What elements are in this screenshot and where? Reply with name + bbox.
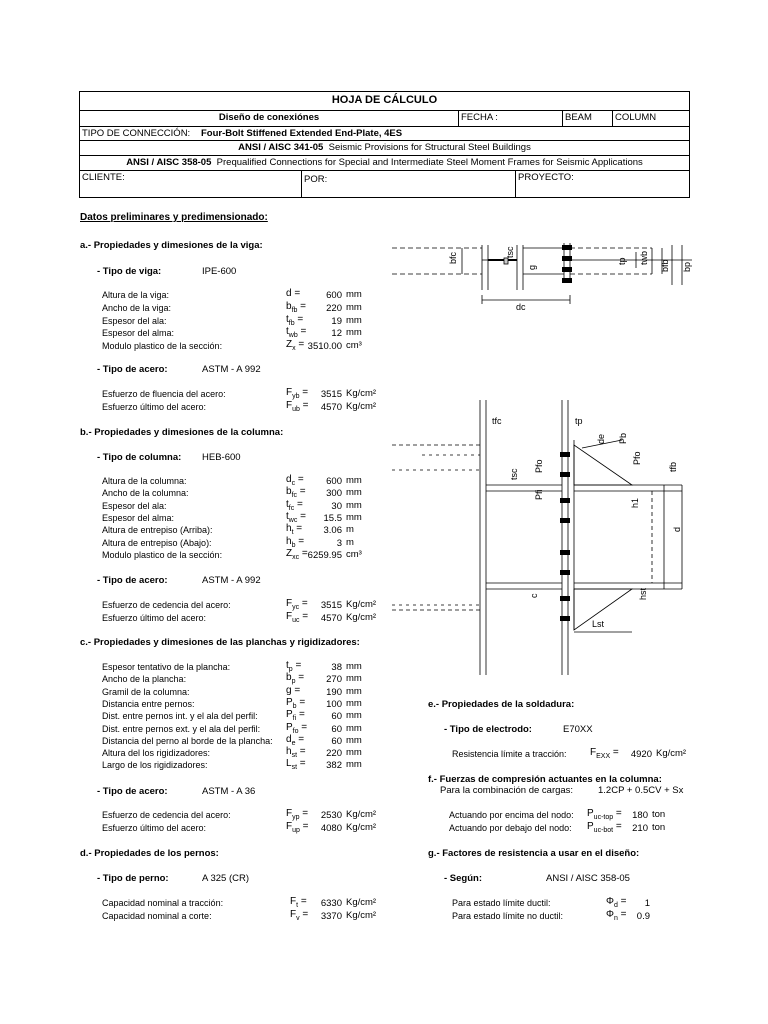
row-label: Distancia del perno al borde de la plancha:: [102, 735, 273, 746]
symbol: $\Phi_d$: [606, 896, 618, 909]
row-unit: mm: [346, 511, 362, 523]
row-symbol: $P_{fi}$ =: [286, 709, 305, 723]
row-unit: mm: [346, 759, 362, 771]
row-label: Espesor del ala:: [102, 315, 167, 326]
symbol: $b_{fb}$: [286, 300, 298, 314]
row-value: 30: [331, 500, 342, 512]
row-value: 4920: [630, 749, 652, 760]
row-label: Largo de los rigidizadores:: [102, 760, 208, 771]
row-unit: ton: [652, 821, 666, 833]
label-tp2: tp: [575, 416, 583, 426]
symbol: $Z_{xc}$: [286, 547, 300, 561]
row-value: 60: [331, 711, 342, 723]
row-value: 3515: [320, 389, 342, 400]
row-symbol: $b_p$ =: [286, 672, 305, 686]
row-unit: Kg/cm²: [656, 748, 687, 759]
symbol: $F_v$: [290, 908, 300, 922]
symbol: $F_{yc}$: [286, 598, 300, 611]
type-value: HEB-600: [202, 452, 241, 463]
row-value: 4570: [320, 401, 342, 413]
row-symbol: $d_c$ =: [286, 474, 304, 487]
symbol: $F_{yp}$: [286, 808, 300, 821]
row-value: 600: [326, 476, 342, 487]
label-tsc2: tsc: [509, 468, 519, 480]
type-value: A 325 (CR): [202, 873, 249, 884]
row-value: 60: [331, 735, 342, 747]
row-label: Esfuerzo de fluencia del acero:: [102, 389, 226, 399]
row-label: Espesor del alma:: [102, 512, 175, 523]
row-unit: Kg/cm²: [346, 611, 377, 623]
row-symbol: $F_{yp}$ =: [286, 808, 309, 821]
row-symbol: $h_t$ =: [286, 523, 303, 537]
symbol: $P_{uc-bot}$: [587, 820, 614, 834]
row-symbol: $Z_x$ =: [286, 339, 305, 353]
row-unit: mm: [346, 661, 362, 672]
row-value: 300: [326, 488, 342, 500]
row-symbol: $F_{yb}$ =: [286, 387, 309, 400]
symbol: $\Phi_n$: [606, 908, 618, 922]
row-unit: cm³: [346, 340, 362, 352]
row-value: 3510.00: [307, 341, 342, 353]
row-unit: Kg/cm²: [346, 388, 377, 399]
label-hst: hst: [638, 587, 648, 600]
row-value: 220: [326, 302, 342, 314]
type-label: - Según:: [444, 873, 482, 884]
label-pfi: Pfi: [534, 489, 544, 500]
row-label: Espesor tentativo de la plancha:: [102, 662, 231, 672]
row-symbol: d =: [286, 288, 301, 299]
row-value: 3370: [320, 910, 342, 922]
label-tfc: tfc: [492, 416, 502, 426]
row-symbol: $t_{fc}$ =: [286, 498, 303, 512]
row-value: 15.5: [323, 512, 342, 524]
row-value: 382: [326, 760, 342, 772]
row-unit: mm: [346, 673, 362, 685]
row-unit: mm: [346, 697, 362, 709]
row-value: 6330: [320, 898, 342, 909]
row-symbol: $F_{ub}$ =: [286, 399, 309, 413]
row-label: Modulo plastico de la sección:: [102, 549, 223, 560]
symbol: $h_t$: [286, 523, 294, 537]
row-label: Dist. entre pernos int. y el ala del perfil:: [102, 711, 258, 722]
symbol: $h_b$: [286, 535, 296, 549]
row-value: 1: [644, 898, 650, 909]
row-label: Altura de entrepiso (Arriba):: [102, 525, 213, 536]
section-heading: d.- Propiedades de los pernos:: [80, 848, 219, 859]
row-symbol: $t_{wc}$ =: [286, 510, 306, 524]
row-label: Altura de la viga:: [102, 290, 170, 300]
row-unit: mm: [346, 487, 362, 499]
row-label: Gramil de la columna:: [102, 686, 190, 697]
row-value: 60: [331, 723, 342, 735]
row-symbol: $F_{EXX}$ =: [590, 747, 619, 760]
row-symbol: $b_{fc}$ =: [286, 486, 306, 500]
type-label: - Tipo de columna:: [97, 452, 182, 463]
section-heading: f.- Fuerzas de compresión actuantes en la columna:: [428, 774, 662, 785]
row-label: Modulo plastico de la sección:: [102, 341, 223, 352]
type-label: - Tipo de perno:: [97, 873, 169, 884]
type-label: - Tipo de acero:: [97, 575, 168, 586]
symbol: $b_{fc}$: [286, 486, 298, 500]
fecha-label: FECHA :: [461, 112, 498, 123]
row-value: 19: [331, 315, 342, 327]
symbol: $P_b$: [286, 696, 297, 710]
row-unit: m: [346, 536, 354, 548]
row-value: 4080: [320, 822, 342, 834]
combo-label: Para la combinación de cargas:: [440, 785, 574, 796]
row-unit: ton: [652, 809, 666, 820]
row-value: 3.06: [323, 525, 342, 537]
type-label: - Tipo de electrodo:: [444, 724, 532, 735]
row-value: 270: [326, 674, 342, 686]
combo-value: 1.2CP + 0.5CV + Sx: [598, 785, 684, 796]
row-symbol: $b_{fb}$ =: [286, 300, 307, 314]
beam-column-detail-side: [392, 400, 692, 675]
symbol: d: [286, 288, 292, 299]
row-symbol: $F_{uc}$ =: [286, 610, 309, 624]
row-unit: mm: [346, 722, 362, 734]
row-label: Altura de entrepiso (Abajo):: [102, 537, 212, 548]
row-unit: m: [346, 524, 354, 536]
symbol: $F_{yb}$: [286, 387, 300, 400]
row-label: Esfuerzo de cedencia del acero:: [102, 600, 231, 610]
label-h1: Pfo: [632, 451, 642, 465]
symbol: $h_{st}$: [286, 746, 298, 760]
row-value: 0.9: [636, 910, 650, 922]
label-lst: Lst: [592, 619, 605, 629]
row-label: Capacidad nominal a tracción:: [102, 898, 224, 908]
row-symbol: $F_{up}$ =: [286, 820, 309, 834]
row-symbol: $P_{uc-top}$ =: [587, 808, 622, 821]
row-value: 180: [632, 810, 648, 821]
row-unit: mm: [346, 710, 362, 722]
row-label: Ancho de la viga:: [102, 302, 172, 313]
symbol: $F_{EXX}$: [590, 747, 611, 760]
symbol: $t_{wb}$: [286, 326, 298, 340]
row-value: 3515: [320, 600, 342, 611]
row-symbol: $L_{st}$ =: [286, 758, 306, 772]
type-value: E70XX: [563, 724, 593, 735]
symbol: g: [286, 684, 292, 696]
type-value: IPE-600: [202, 266, 237, 277]
label-de: de: [596, 433, 606, 444]
label-tfb: tfb: [668, 461, 678, 472]
row-label: Distancia entre pernos:: [102, 698, 195, 709]
label-g: g: [527, 264, 537, 270]
symbol: $F_{up}$: [286, 820, 300, 834]
row-unit: Kg/cm²: [346, 821, 377, 833]
row-symbol: $F_t$ =: [290, 896, 307, 909]
row-value: 190: [326, 686, 342, 698]
row-symbol: $h_{st}$ =: [286, 746, 306, 760]
row-label: Para estado límite no ductil:: [452, 910, 564, 921]
row-symbol: g =: [286, 684, 301, 696]
row-label: Esfuerzo último del acero:: [102, 822, 207, 833]
type-value: ASTM - A 992: [202, 364, 261, 375]
row-label: Esfuerzo último del acero:: [102, 612, 207, 623]
label-pb: Pb: [618, 432, 628, 444]
row-label: Capacidad nominal a corte:: [102, 910, 212, 921]
label-h: h1: [630, 497, 640, 508]
symbol: $Z_x$: [286, 339, 296, 353]
row-symbol: $P_{uc-bot}$ =: [587, 820, 622, 834]
label-pfo: Pfo: [534, 459, 544, 473]
row-label: Dist. entre pernos ext. y el ala del perfil:: [102, 723, 261, 734]
row-label: Ancho de la plancha:: [102, 674, 187, 685]
row-symbol: $t_{wb}$ =: [286, 326, 307, 340]
column-label: COLUMN: [615, 112, 657, 123]
symbol: $t_{wc}$: [286, 510, 298, 524]
label-bp: bp: [682, 261, 692, 272]
beam-label: BEAM: [565, 112, 592, 123]
por-label: POR:: [304, 174, 328, 185]
symbol: $F_{ub}$: [286, 399, 300, 413]
row-unit: Kg/cm²: [346, 599, 377, 610]
label-bfc: bfc: [448, 251, 458, 264]
label-bfb: bfb: [660, 259, 670, 272]
type-value: ASTM - A 992: [202, 575, 261, 586]
row-unit: Kg/cm²: [346, 400, 377, 412]
row-label: Actuando por encima del nodo:: [449, 810, 574, 820]
row-unit: mm: [346, 289, 362, 300]
sheet-title: HOJA DE CÁLCULO: [331, 94, 438, 106]
label-tsc: tsc: [505, 246, 515, 258]
section-title: Datos preliminares y predimensionado:: [80, 212, 268, 223]
proyecto-label: PROYECTO:: [518, 172, 574, 183]
cliente-label: CLIENTE:: [82, 172, 125, 183]
label-tp: tp: [617, 257, 627, 265]
row-value: 3: [336, 537, 342, 549]
label-dc: dc: [516, 302, 526, 312]
label-d: d: [672, 526, 682, 532]
type-label: - Tipo de acero:: [97, 364, 168, 375]
row-label: Para estado límite ductil:: [452, 898, 551, 908]
code2: ANSI / AISC 358-05 Prequalified Connections for Special and Intermediate Steel Moment Frames for Seismic Applications: [126, 157, 643, 168]
row-label: Espesor del ala:: [102, 500, 167, 511]
row-unit: Kg/cm²: [346, 809, 377, 820]
row-label: Actuando por debajo del nodo:: [449, 822, 572, 833]
row-symbol: $Z_{xc}$ =: [286, 547, 308, 561]
section-heading: g.- Factores de resistencia a usar en el diseño:: [428, 848, 640, 859]
row-value: 210: [632, 822, 648, 834]
label-c: c: [529, 593, 539, 598]
symbol: $F_t$: [290, 896, 299, 909]
type-label: - Tipo de acero:: [97, 786, 168, 797]
row-value: 4570: [320, 612, 342, 624]
symbol: $P_{uc-top}$: [587, 808, 614, 821]
row-label: Esfuerzo último del acero:: [102, 401, 207, 412]
row-symbol: $P_b$ =: [286, 696, 306, 710]
section-heading: a.- Propiedades y dimesiones de la viga:: [80, 240, 263, 251]
row-symbol: $t_{fb}$ =: [286, 313, 304, 327]
row-symbol: $F_{yc}$ =: [286, 598, 308, 611]
symbol: $P_{fi}$: [286, 709, 297, 723]
row-value: 2530: [320, 810, 342, 821]
row-value: 6259.95: [307, 549, 342, 561]
row-value: 600: [326, 290, 342, 301]
row-symbol: $d_e$ =: [286, 733, 305, 747]
row-label: Altura del los rigidizadores:: [102, 748, 211, 759]
row-label: Espesor del alma:: [102, 328, 175, 339]
row-value: 100: [326, 698, 342, 710]
row-unit: mm: [346, 301, 362, 313]
symbol: $d_c$: [286, 474, 296, 487]
row-unit: mm: [346, 499, 362, 511]
section-heading: b.- Propiedades y dimesiones de la columna:: [80, 427, 284, 438]
row-label: Esfuerzo de cedencia del acero:: [102, 810, 231, 820]
row-label: Resistencia límite a tracción:: [452, 749, 567, 759]
symbol: $b_p$: [286, 672, 296, 686]
row-value: 12: [331, 328, 342, 340]
type-value: ANSI / AISC 358-05: [546, 873, 630, 884]
symbol: $P_{fo}$: [286, 721, 299, 735]
symbol: $L_{st}$: [286, 758, 298, 772]
row-label: Ancho de la columna:: [102, 488, 189, 499]
label-twb: twb: [639, 250, 649, 265]
row-unit: mm: [346, 327, 362, 339]
row-unit: mm: [346, 734, 362, 746]
row-unit: mm: [346, 685, 362, 697]
symbol: $t_p$: [286, 660, 293, 673]
type-value: ASTM - A 36: [202, 786, 256, 797]
row-unit: Kg/cm²: [346, 897, 377, 908]
code1: ANSI / AISC 341-05 Seismic Provisions for Structural Steel Buildings: [238, 142, 531, 153]
header-table: [79, 91, 690, 198]
row-symbol: $t_p$ =: [286, 660, 302, 673]
row-unit: cm³: [346, 548, 362, 560]
row-unit: Kg/cm²: [346, 909, 377, 921]
symbol: $t_{fc}$: [286, 498, 295, 512]
row-unit: mm: [346, 314, 362, 326]
symbol: $t_{fb}$: [286, 313, 295, 327]
symbol: $F_{uc}$: [286, 610, 300, 624]
symbol: $d_e$: [286, 733, 296, 747]
row-symbol: $\Phi_d$ =: [606, 896, 627, 909]
row-value: 38: [331, 662, 342, 673]
row-value: 220: [326, 748, 342, 760]
row-symbol: $P_{fo}$ =: [286, 721, 308, 735]
row-label: Altura de la columna:: [102, 476, 187, 486]
row-unit: mm: [346, 747, 362, 759]
row-symbol: $h_b$ =: [286, 535, 305, 549]
section-heading: e.- Propiedades de la soldadura:: [428, 699, 575, 710]
tipo-label: TIPO DE CONNECCIÓN:: [82, 128, 191, 139]
beam-column-detail-top: [392, 240, 692, 320]
type-label: - Tipo de viga:: [97, 266, 162, 277]
section-heading: c.- Propiedades y dimesiones de las planchas y rigidizadores:: [80, 637, 360, 648]
tipo-value: Four-Bolt Stiffened Extended End-Plate, 4ES: [201, 128, 403, 139]
row-symbol: $F_v$ =: [290, 908, 309, 922]
row-symbol: $\Phi_n$ =: [606, 908, 627, 922]
design-label: Diseño de conexiónes: [218, 112, 320, 123]
row-unit: mm: [346, 475, 362, 486]
